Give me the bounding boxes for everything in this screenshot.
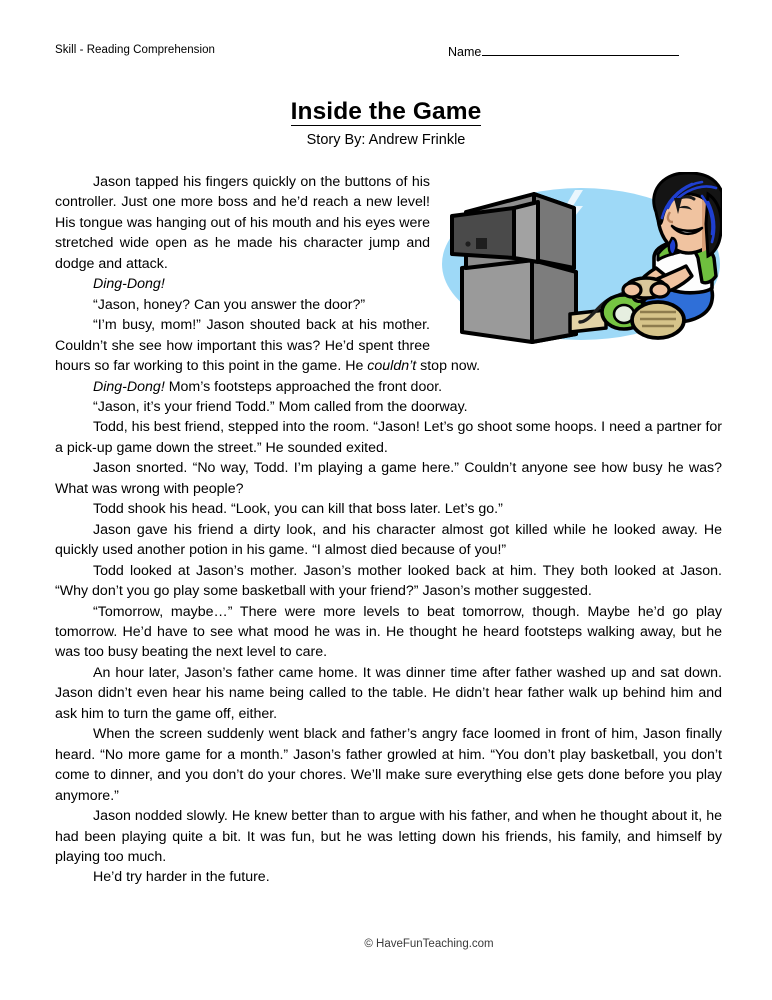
story-byline: Story By: Andrew Frinkle (306, 132, 466, 149)
name-label: Name (448, 45, 482, 59)
story-paragraph: “Jason, it’s your friend Todd.” Mom called from the doorway. (93, 398, 468, 415)
story-paragraph: Jason tapped his fingers quickly on the buttons of his controller. Just one more boss and he’d reach a new level! His tongue was hanging out of his mouth and his eyes were stretched wide open as he made his character jump and dodge and attack. (55, 174, 430, 272)
sound-effect-ding-dong: Ding-Dong! (93, 276, 165, 293)
story-paragraph: Ding-Dong! Mom’s footsteps approached the front door. (93, 378, 443, 395)
story-paragraph: “Tomorrow, maybe…” There were more levels to beat tomorrow, though. Maybe he’d go play tomorrow. He’d have to see what mood he was in. He thought he heard footsteps walking away, but he was too busy beating the next level to care. (55, 603, 722, 661)
goatee (669, 238, 677, 254)
story-paragraph: “Jason, honey? Can you answer the door?” (93, 296, 366, 313)
hand-left (623, 283, 641, 297)
story-paragraph: When the screen suddenly went black and father’s angry face loomed in front of him, Jason finally heard. “No more game for a month.” Jason’s father growled at him. “You don’t play basketball, you don’t come to dinner, and you don’t do your chores. We’ll make sure everything else gets done before you play anymore.” (55, 726, 722, 804)
worksheet-header (55, 44, 722, 64)
hand-right (651, 283, 669, 297)
sound-effect-ding-dong: Ding-Dong! (93, 378, 165, 395)
title-block (0, 98, 772, 149)
television (452, 194, 574, 268)
tv-screen-button (476, 238, 487, 249)
console-base (462, 260, 576, 342)
name-blank-line[interactable] (482, 44, 679, 56)
story-paragraph: Todd looked at Jason’s mother. Jason’s mother looked back at him. They both looked at Jason. “Why don’t you go play some basketball with your friend?” Jason’s mother suggested. (55, 562, 722, 600)
sneaker-sole (632, 302, 684, 338)
boy-playing-video-game-illustration (440, 172, 722, 344)
page-title: Inside the Game (290, 98, 482, 125)
story-paragraph: Jason gave his friend a dirty look, and his character almost got killed while he looked away. He quickly used another potion in his game. “I almost died because of you!” (55, 521, 722, 559)
story-paragraph: “I’m busy, mom!” Jason shouted back at his mother. Couldn’t she see how important this was? He’d spent three hours so far working to this point in the game. He couldn’t stop now. (55, 317, 481, 375)
game-illustration (440, 172, 722, 344)
story-body (55, 172, 722, 888)
skill-label: Skill - Reading Comprehension (55, 44, 215, 56)
story-paragraph: Todd shook his head. “Look, you can kill that boss later. Let’s go.” (93, 501, 503, 518)
story-paragraph: He’d try harder in the future. (93, 869, 270, 886)
name-field (448, 44, 679, 59)
worksheet-footer (0, 938, 772, 950)
tv-power-dot (465, 241, 470, 246)
story-paragraph: Jason nodded slowly. He knew better than to argue with his father, and when he thought about it, he had been playing quite a bit. It was fun, but he was letting down his friends, his family, and himself by playing too much. (55, 808, 722, 865)
story-paragraph: An hour later, Jason’s father came home. It was dinner time after father washed up and sat down. Jason didn’t even hear his name being called to the table. He didn’t hear father walk up behind him and ask him to turn the game off, either. (55, 664, 722, 722)
story-paragraph: Todd, his best friend, stepped into the room. “Jason! Let’s go shoot some hoops. I need a partner for a pick-up game down the street.” He sounded exited. (55, 419, 722, 456)
tv-screen (452, 208, 514, 258)
copyright-credit: © HaveFunTeaching.com (364, 938, 494, 950)
emphasis-couldnt: couldn’t (367, 358, 417, 375)
story-paragraph: Jason snorted. “No way, Todd. I’m playing a game here.” Couldn’t anyone see how busy he was? What was wrong with people? (55, 460, 722, 497)
